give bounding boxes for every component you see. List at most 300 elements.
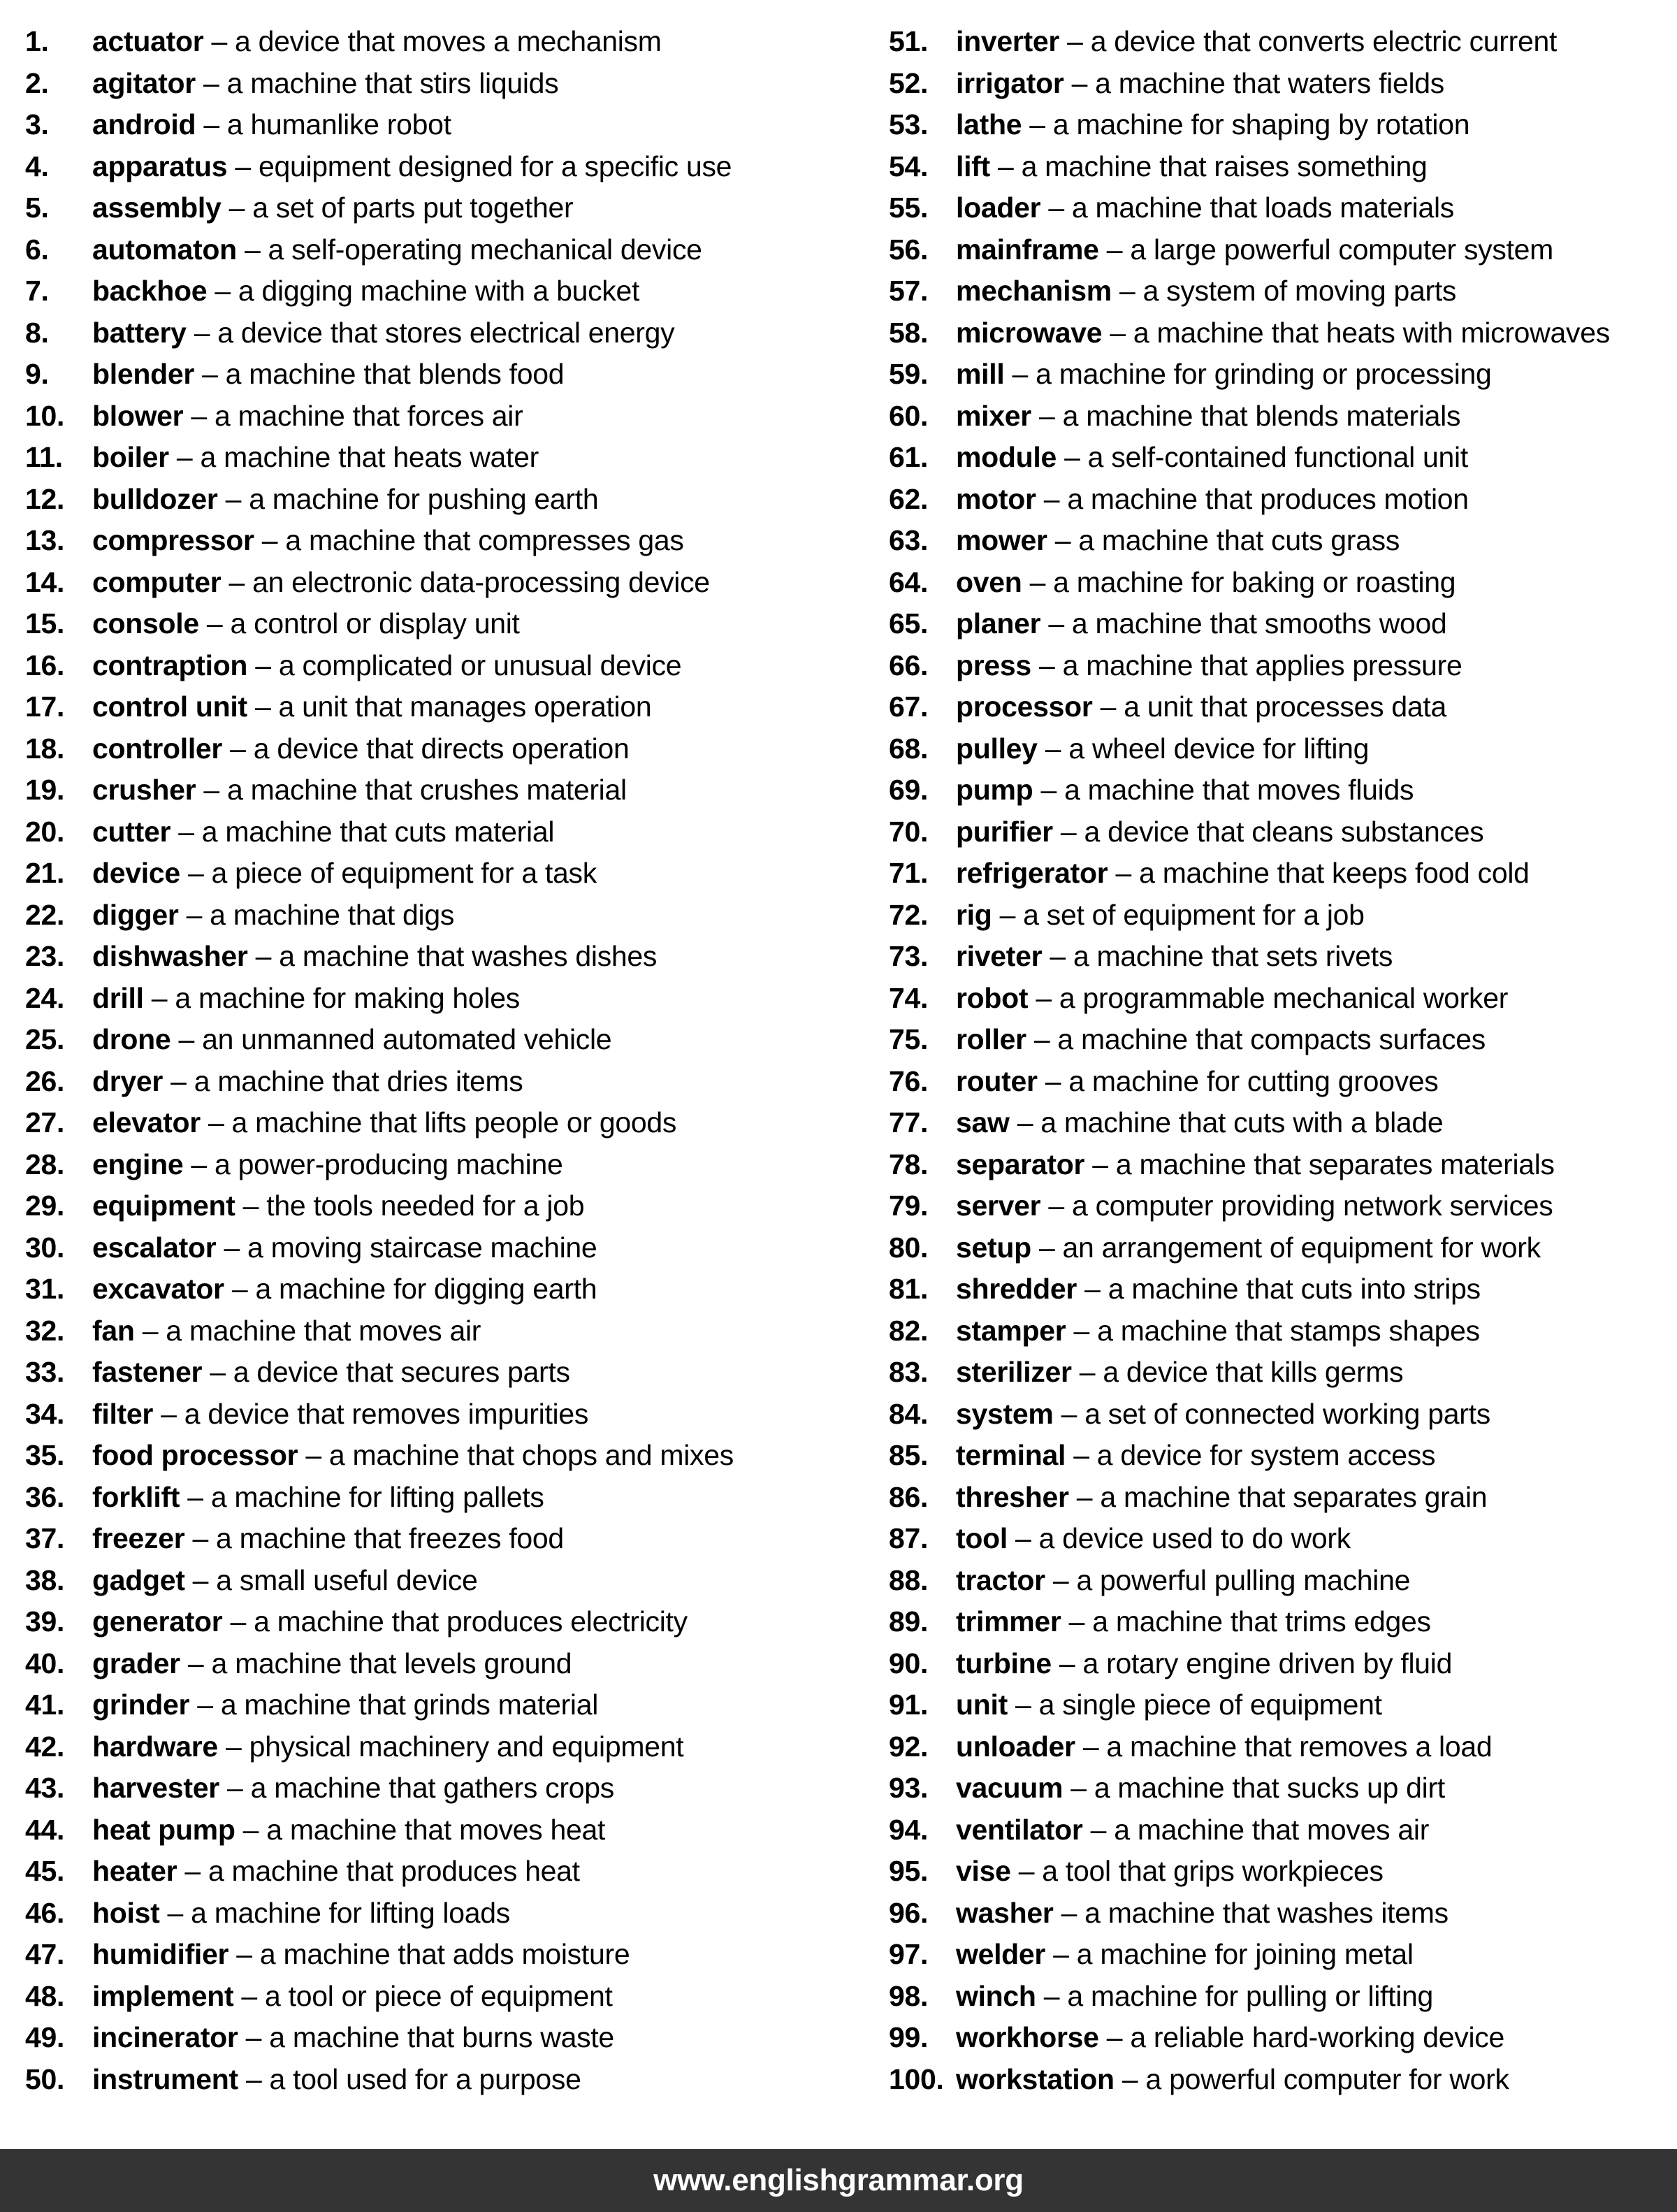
item-number: 51. (889, 25, 929, 58)
item-term: lathe (956, 108, 1022, 141)
item-text: humidifier – a machine that adds moisture (92, 1938, 630, 1971)
list-item (889, 1185, 1668, 1227)
item-text: blower – a machine that forces air (92, 399, 523, 432)
item-term: server (956, 1190, 1041, 1222)
item-term: vise (956, 1855, 1011, 1888)
item-number: 59. (889, 358, 929, 391)
item-text: forklift – a machine for lifting pallets (92, 1480, 544, 1513)
list-item (25, 978, 857, 1020)
item-text: server – a computer providing network services (956, 1190, 1553, 1222)
item-number: 57. (889, 275, 929, 308)
item-text: agitator – a machine that stirs liquids (92, 66, 559, 99)
item-number: 64. (889, 565, 929, 598)
footer-url: www.englishgrammar.org (653, 2163, 1024, 2197)
list-item (25, 437, 857, 479)
item-term: purifier (956, 815, 1053, 848)
list-item (889, 104, 1668, 146)
list-item (25, 1352, 857, 1394)
item-number: 93. (889, 1772, 929, 1805)
list-item (25, 63, 857, 105)
list-item (889, 312, 1668, 354)
item-text: mill – a machine for grinding or processing (956, 358, 1492, 391)
item-text: console – a control or display unit (92, 607, 520, 640)
item-text: riveter – a machine that sets rivets (956, 940, 1393, 973)
item-term: incinerator (92, 2021, 238, 2054)
list-item (25, 1684, 857, 1726)
item-number: 42. (25, 1730, 65, 1763)
list-item (889, 1976, 1668, 2018)
item-term: turbine (956, 1647, 1052, 1679)
list-item (889, 1809, 1668, 1851)
item-term: processor (956, 691, 1093, 723)
item-text: oven – a machine for baking or roasting (956, 565, 1456, 598)
item-number: 40. (25, 1647, 65, 1679)
item-text: elevator – a machine that lifts people or goods (92, 1106, 677, 1139)
item-number: 28. (25, 1148, 65, 1180)
item-text: blender – a machine that blends food (92, 358, 565, 391)
item-number: 52. (889, 66, 929, 99)
item-text: pump – a machine that moves fluids (956, 774, 1414, 807)
item-term: dryer (92, 1064, 164, 1097)
vocab-list-column-left (25, 21, 857, 2100)
list-item (25, 645, 857, 687)
item-text: mixer – a machine that blends materials (956, 399, 1461, 432)
item-number: 27. (25, 1106, 65, 1139)
list-item (889, 1061, 1668, 1103)
list-item (25, 1851, 857, 1893)
item-number: 25. (25, 1023, 65, 1056)
item-term: forklift (92, 1480, 180, 1513)
item-term: equipment (92, 1190, 235, 1222)
item-number: 39. (25, 1605, 65, 1638)
item-term: motor (956, 482, 1036, 515)
item-number: 37. (25, 1522, 65, 1555)
item-term: rig (956, 898, 992, 931)
item-term: irrigator (956, 66, 1064, 99)
item-term: device (92, 857, 180, 890)
item-term: mixer (956, 399, 1031, 432)
item-term: shredder (956, 1273, 1077, 1306)
item-term: pump (956, 774, 1033, 807)
list-item (889, 1477, 1668, 1519)
item-number: 61. (889, 441, 929, 474)
item-number: 60. (889, 399, 929, 432)
list-item (25, 1934, 857, 1976)
item-text: refrigerator – a machine that keeps food cold (956, 857, 1530, 890)
item-number: 15. (25, 607, 65, 640)
item-text: lift – a machine that raises something (956, 150, 1428, 182)
item-term: instrument (92, 2062, 238, 2095)
item-number: 34. (25, 1397, 65, 1430)
item-number: 85. (889, 1439, 929, 1472)
item-number: 92. (889, 1730, 929, 1763)
item-text: harvester – a machine that gathers crops (92, 1772, 614, 1805)
item-number: 11. (25, 441, 63, 474)
item-text: turbine – a rotary engine driven by fluid (956, 1647, 1453, 1679)
item-number: 41. (25, 1689, 65, 1721)
list-item (25, 229, 857, 271)
item-number: 31. (25, 1273, 65, 1306)
item-text: robot – a programmable mechanical worker (956, 981, 1509, 1014)
item-text: tool – a device used to do work (956, 1522, 1351, 1555)
list-item (889, 270, 1668, 312)
item-term: fan (92, 1314, 135, 1347)
item-number: 87. (889, 1522, 929, 1555)
item-text: filter – a device that removes impurities (92, 1397, 589, 1430)
item-term: ventilator (956, 1813, 1083, 1846)
item-text: digger – a machine that digs (92, 898, 455, 931)
item-text: ventilator – a machine that moves air (956, 1813, 1430, 1846)
list-item (25, 728, 857, 770)
item-text: terminal – a device for system access (956, 1439, 1436, 1472)
item-text: unit – a single piece of equipment (956, 1689, 1382, 1721)
item-number: 29. (25, 1190, 65, 1222)
item-term: console (92, 607, 199, 640)
list-item (25, 479, 857, 521)
item-term: actuator (92, 25, 204, 58)
item-number: 20. (25, 815, 65, 848)
item-term: workstation (956, 2062, 1115, 2095)
item-number: 62. (889, 482, 929, 515)
item-number: 89. (889, 1605, 929, 1638)
item-number: 70. (889, 815, 929, 848)
item-number: 30. (25, 1231, 65, 1264)
item-term: excavator (92, 1273, 224, 1306)
item-number: 79. (889, 1190, 929, 1222)
list-item (889, 229, 1668, 271)
item-term: module (956, 441, 1057, 474)
item-text: welder – a machine for joining metal (956, 1938, 1414, 1971)
item-number: 53. (889, 108, 929, 141)
item-number: 49. (25, 2021, 65, 2054)
item-text: shredder – a machine that cuts into strips (956, 1273, 1481, 1306)
item-text: dryer – a machine that dries items (92, 1064, 523, 1097)
item-text: planer – a machine that smooths wood (956, 607, 1447, 640)
list-item (889, 936, 1668, 978)
item-term: terminal (956, 1439, 1066, 1472)
item-text: backhoe – a digging machine with a bucket (92, 275, 640, 308)
item-text: router – a machine for cutting grooves (956, 1064, 1439, 1097)
item-text: sterilizer – a device that kills germs (956, 1356, 1404, 1389)
item-text: irrigator – a machine that waters fields (956, 66, 1444, 99)
vocab-list-column-right (889, 21, 1668, 2100)
list-item (889, 686, 1668, 728)
item-number: 58. (889, 316, 929, 349)
item-number: 3. (25, 108, 49, 141)
item-term: engine (92, 1148, 184, 1180)
item-term: boiler (92, 441, 169, 474)
list-item (889, 895, 1668, 937)
item-number: 45. (25, 1855, 65, 1888)
item-text: grinder – a machine that grinds material (92, 1689, 599, 1721)
item-number: 7. (25, 275, 49, 308)
item-text: winch – a machine for pulling or lifting (956, 1979, 1434, 2012)
item-number: 12. (25, 482, 65, 515)
item-number: 81. (889, 1273, 929, 1306)
item-term: android (92, 108, 196, 141)
item-term: lift (956, 150, 990, 182)
item-number: 67. (889, 691, 929, 723)
item-term: inverter (956, 25, 1060, 58)
list-item (25, 520, 857, 562)
item-number: 50. (25, 2062, 65, 2095)
item-text: freezer – a machine that freezes food (92, 1522, 564, 1555)
item-text: purifier – a device that cleans substances (956, 815, 1484, 848)
item-term: contraption (92, 649, 248, 681)
item-text: hardware – physical machinery and equipment (92, 1730, 684, 1763)
item-number: 66. (889, 649, 929, 681)
list-item (889, 603, 1668, 645)
item-term: dishwasher (92, 940, 248, 973)
list-item (25, 686, 857, 728)
item-text: generator – a machine that produces electricity (92, 1605, 688, 1638)
item-term: drill (92, 981, 144, 1014)
list-item (889, 1227, 1668, 1269)
item-text: device – a piece of equipment for a task (92, 857, 597, 890)
item-text: computer – an electronic data-processing device (92, 565, 710, 598)
item-text: bulldozer – a machine for pushing earth (92, 482, 599, 515)
list-item (25, 1976, 857, 2018)
item-term: trimmer (956, 1605, 1061, 1638)
item-number: 32. (25, 1314, 65, 1347)
item-number: 88. (889, 1563, 929, 1596)
list-item (25, 146, 857, 188)
item-term: mechanism (956, 275, 1112, 308)
item-number: 17. (25, 691, 65, 723)
list-item (25, 1893, 857, 1935)
item-number: 65. (889, 607, 929, 640)
item-number: 23. (25, 940, 65, 973)
item-number: 72. (889, 898, 929, 931)
item-text: pulley – a wheel device for lifting (956, 732, 1370, 765)
item-text: crusher – a machine that crushes material (92, 774, 627, 807)
list-item (25, 354, 857, 396)
list-item (889, 1518, 1668, 1560)
item-term: battery (92, 316, 187, 349)
list-item (889, 1102, 1668, 1144)
item-text: controller – a device that directs operation (92, 732, 630, 765)
item-number: 77. (889, 1106, 929, 1139)
item-term: control unit (92, 691, 247, 723)
item-term: grinder (92, 1689, 190, 1721)
item-text: apparatus – equipment designed for a specific use (92, 150, 732, 182)
item-term: workhorse (956, 2021, 1099, 2054)
list-item (25, 270, 857, 312)
item-term: planer (956, 607, 1041, 640)
item-text: equipment – the tools needed for a job (92, 1190, 585, 1222)
list-item (25, 1643, 857, 1685)
item-number: 46. (25, 1896, 65, 1929)
item-text: motor – a machine that produces motion (956, 482, 1469, 515)
list-item (25, 1268, 857, 1310)
item-number: 44. (25, 1813, 65, 1846)
item-term: washer (956, 1896, 1054, 1929)
item-number: 47. (25, 1938, 65, 1971)
list-item (889, 978, 1668, 1020)
item-number: 26. (25, 1064, 65, 1097)
item-number: 36. (25, 1480, 65, 1513)
list-item (889, 396, 1668, 438)
item-number: 75. (889, 1023, 929, 1056)
item-term: harvester (92, 1772, 219, 1805)
item-number: 68. (889, 732, 929, 765)
item-term: vacuum (956, 1772, 1063, 1805)
item-text: system – a set of connected working parts (956, 1397, 1490, 1430)
item-term: winch (956, 1979, 1036, 2012)
item-term: thresher (956, 1480, 1069, 1513)
item-number: 96. (889, 1896, 929, 1929)
item-term: drone (92, 1023, 171, 1056)
item-number: 54. (889, 150, 929, 182)
list-item (25, 21, 857, 63)
item-term: compressor (92, 524, 254, 557)
item-term: roller (956, 1023, 1026, 1056)
item-text: loader – a machine that loads materials (956, 191, 1454, 224)
item-number: 83. (889, 1356, 929, 1389)
list-item (25, 187, 857, 229)
item-number: 8. (25, 316, 49, 349)
list-item (25, 1019, 857, 1061)
item-term: press (956, 649, 1031, 681)
item-text: lathe – a machine for shaping by rotation (956, 108, 1470, 141)
list-item (25, 2059, 857, 2101)
item-term: tractor (956, 1563, 1045, 1596)
item-number: 43. (25, 1772, 65, 1805)
item-number: 55. (889, 191, 929, 224)
list-item (25, 1310, 857, 1352)
item-term: welder (956, 1938, 1046, 1971)
item-number: 98. (889, 1979, 929, 2012)
item-term: microwave (956, 316, 1103, 349)
item-term: cutter (92, 815, 171, 848)
list-item (889, 1601, 1668, 1643)
list-item (889, 645, 1668, 687)
item-text: fastener – a device that secures parts (92, 1356, 570, 1389)
list-item (25, 1061, 857, 1103)
list-item (25, 769, 857, 811)
item-term: stamper (956, 1314, 1066, 1347)
item-number: 2. (25, 66, 49, 99)
item-number: 84. (889, 1397, 929, 1430)
list-item (25, 1560, 857, 1602)
list-item (889, 562, 1668, 604)
item-number: 63. (889, 524, 929, 557)
item-text: heater – a machine that produces heat (92, 1855, 580, 1888)
list-item (25, 1227, 857, 1269)
item-number: 100. (889, 2062, 944, 2095)
list-item (889, 1560, 1668, 1602)
list-item (889, 1726, 1668, 1768)
item-term: escalator (92, 1231, 217, 1264)
item-number: 21. (25, 857, 65, 890)
list-item (25, 1768, 857, 1809)
item-text: fan – a machine that moves air (92, 1314, 481, 1347)
list-item (889, 1268, 1668, 1310)
item-number: 97. (889, 1938, 929, 1971)
item-text: vacuum – a machine that sucks up dirt (956, 1772, 1445, 1805)
item-number: 76. (889, 1064, 929, 1097)
list-item (889, 1934, 1668, 1976)
item-term: heater (92, 1855, 177, 1888)
item-text: gadget – a small useful device (92, 1563, 478, 1596)
item-text: press – a machine that applies pressure (956, 649, 1462, 681)
item-number: 38. (25, 1563, 65, 1596)
item-text: vise – a tool that grips workpieces (956, 1855, 1384, 1888)
item-text: drone – an unmanned automated vehicle (92, 1023, 612, 1056)
item-number: 71. (889, 857, 929, 890)
list-item (889, 1352, 1668, 1394)
item-term: blender (92, 358, 194, 391)
item-number: 22. (25, 898, 65, 931)
item-term: system (956, 1397, 1054, 1430)
list-item (889, 1394, 1668, 1436)
item-text: mainframe – a large powerful computer system (956, 233, 1554, 266)
item-text: mechanism – a system of moving parts (956, 275, 1457, 308)
item-number: 10. (25, 399, 65, 432)
item-text: automaton – a self-operating mechanical device (92, 233, 702, 266)
item-number: 5. (25, 191, 49, 224)
list-item (889, 1768, 1668, 1809)
list-item (889, 354, 1668, 396)
item-number: 13. (25, 524, 65, 557)
item-text: hoist – a machine for lifting loads (92, 1896, 510, 1929)
item-text: microwave – a machine that heats with microwaves (956, 316, 1610, 349)
item-text: compressor – a machine that compresses gas (92, 524, 684, 557)
item-term: tool (956, 1522, 1008, 1555)
item-term: pulley (956, 732, 1038, 765)
list-item (889, 1144, 1668, 1186)
list-item (889, 1851, 1668, 1893)
item-text: tractor – a powerful pulling machine (956, 1563, 1411, 1596)
list-item (25, 1809, 857, 1851)
list-item (889, 2059, 1668, 2101)
item-term: bulldozer (92, 482, 218, 515)
list-item (889, 63, 1668, 105)
item-number: 90. (889, 1647, 929, 1679)
item-text: rig – a set of equipment for a job (956, 898, 1365, 931)
item-number: 6. (25, 233, 49, 266)
list-item (25, 603, 857, 645)
item-number: 48. (25, 1979, 65, 2012)
item-text: module – a self-contained functional unit (956, 441, 1468, 474)
list-item (889, 2017, 1668, 2059)
item-term: unloader (956, 1730, 1075, 1763)
item-text: workstation – a powerful computer for work (956, 2062, 1509, 2095)
item-term: food processor (92, 1439, 298, 1472)
list-item (889, 769, 1668, 811)
item-text: stamper – a machine that stamps shapes (956, 1314, 1480, 1347)
item-term: grader (92, 1647, 180, 1679)
item-text: processor – a unit that processes data (956, 691, 1446, 723)
list-item (889, 1684, 1668, 1726)
list-item (25, 2017, 857, 2059)
list-item (25, 1518, 857, 1560)
item-number: 35. (25, 1439, 65, 1472)
item-text: drill – a machine for making holes (92, 981, 520, 1014)
item-term: refrigerator (956, 857, 1108, 890)
item-term: implement (92, 1979, 234, 2012)
item-number: 99. (889, 2021, 929, 2054)
list-item (889, 728, 1668, 770)
item-term: riveter (956, 940, 1043, 973)
item-text: grader – a machine that levels ground (92, 1647, 572, 1679)
item-text: unloader – a machine that removes a load (956, 1730, 1493, 1763)
item-text: dishwasher – a machine that washes dishes (92, 940, 658, 973)
item-term: automaton (92, 233, 237, 266)
item-text: contraption – a complicated or unusual device (92, 649, 682, 681)
list-item (25, 1477, 857, 1519)
list-item (25, 562, 857, 604)
